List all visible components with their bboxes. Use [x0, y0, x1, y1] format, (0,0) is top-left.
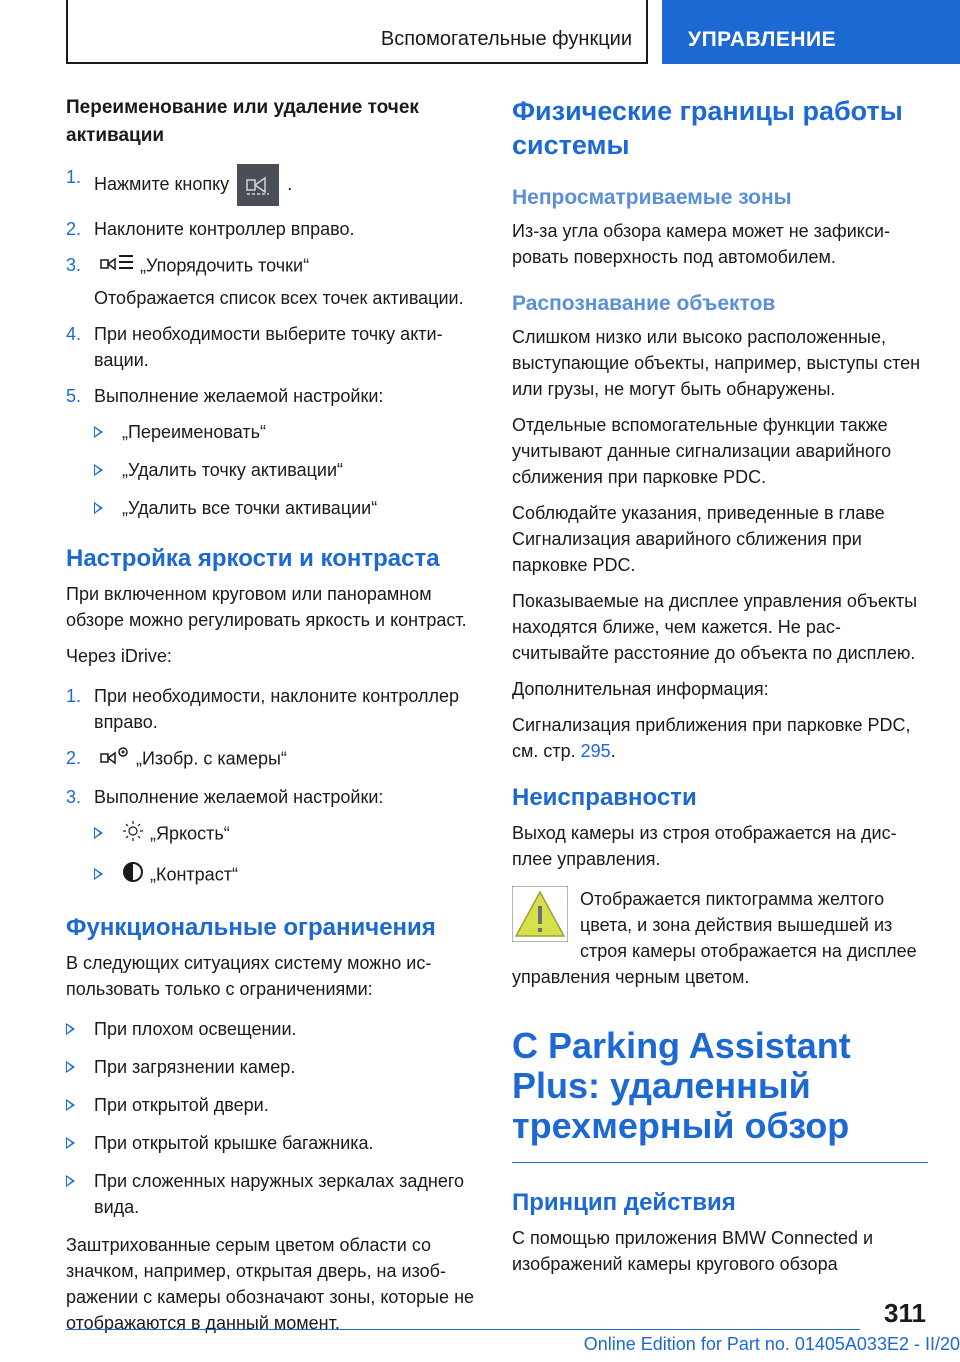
warning-text: Отображается пиктограмма желтого цвета, и зона действия вышедшей из строя камеры отображается на дисплее управления черным цветом. — [512, 889, 917, 987]
list-item: 2. Наклоните контроллер вправо. — [66, 219, 355, 239]
recognition-p1: Слишком низко или высоко расположенные, выступающие объекты, например, выступы стен или грузы, не могут быть обнаружены. — [512, 327, 921, 399]
heading-divider — [512, 1162, 928, 1163]
page-header — [0, 0, 960, 64]
list-item: 2. „Изобр. с камеры“ — [66, 745, 482, 774]
rename-steps — [66, 164, 482, 409]
list-item: 1. При необходимости, наклоните контроллер вправо. — [66, 686, 460, 732]
bullet-triangle-icon — [94, 868, 103, 880]
list-item: „Удалить все точки активации“ — [94, 495, 482, 521]
footer-edition: Online Edition for Part no. 01405A033E2 - II/20 — [583, 1334, 960, 1354]
section-title: Вспомогательные функции — [380, 28, 632, 50]
footer-divider — [66, 1329, 860, 1330]
list-item: 5. Выполнение желаемой настройки: — [66, 386, 384, 406]
recognition-p2: Отдельные вспомогательные функции также учитывают данные сигнализации аварийного сближения при парковке PDC. — [512, 415, 892, 487]
list-item: „Яркость“ — [94, 820, 482, 849]
bullet-triangle-icon — [94, 464, 103, 476]
brightness-steps — [66, 683, 482, 810]
warning-note — [512, 886, 928, 990]
list-item: 3. Выполнение желаемой настройки: — [66, 787, 384, 807]
section-tab — [66, 0, 648, 64]
list-item: 1. Нажмите кнопку . — [66, 164, 482, 206]
camera-settings-icon — [100, 745, 130, 774]
bullet-triangle-icon — [66, 1061, 75, 1073]
chapter-main-heading: С Parking Assistant Plus: удаленный трехмерный обзор — [512, 1025, 851, 1146]
recognition-p4: Показываемые на дисплее управления объекты находятся ближе, чем кажется. Не рассчитывайте расстояние до объекта по дисплею. — [512, 591, 918, 663]
bullet-triangle-icon — [94, 827, 103, 839]
right-column — [512, 94, 928, 1287]
via-idrive: Через iDrive: — [66, 646, 172, 666]
list-item: При открытой двери. — [66, 1092, 482, 1118]
warning-triangle-icon — [512, 886, 568, 942]
bullet-triangle-icon — [94, 426, 103, 438]
blind-zones-text: Из-за угла обзора камера может не зафиксировать поверхность под автомобилем. — [512, 221, 890, 267]
list-item: „Удалить точку активации“ — [94, 457, 482, 483]
left-column — [66, 94, 482, 1346]
limits-intro: В следующих ситуациях систему можно использовать только с ограничениями: — [66, 953, 432, 999]
bullet-triangle-icon — [66, 1175, 75, 1187]
principle-text: С помощью приложения BMW Connected и изображений камеры кругового обзора — [512, 1228, 874, 1274]
page-reference-link[interactable]: 295 — [580, 741, 611, 761]
more-info-label: Дополнительная информация: — [512, 679, 769, 699]
recognition-p3: Соблюдайте указания, приведенные в главе Сигнализация аварийного сближения при парковке PDC. — [512, 503, 885, 575]
physical-limits-heading: Физические границы работы системы — [512, 96, 903, 160]
list-item: „Контраст“ — [94, 861, 482, 890]
list-item: При загрязнении камер. — [66, 1054, 482, 1080]
faults-text: Выход камеры из строя отображается на дисплее управления. — [512, 823, 897, 869]
limits-outro: Заштрихованные серым цветом области со значком, например, открытая дверь, на изображении с камеры обозначают зоны, которые не отображаются в данный момент. — [66, 1235, 475, 1333]
chapter-title: УПРАВЛЕНИЕ — [688, 28, 837, 51]
list-item: При открытой крышке багажника. — [66, 1130, 482, 1156]
limits-heading: Функциональные ограничения — [66, 914, 436, 941]
pdc-reference: Сигнализация приближения при парковке PDC, см. стр. 295. — [512, 715, 911, 761]
rename-heading: Переименование или удаление точек активации — [66, 97, 419, 146]
list-item: 4. При необходимости выберите точку активации. — [66, 324, 443, 370]
bullet-triangle-icon — [66, 1137, 75, 1149]
principle-heading: Принцип действия — [512, 1189, 736, 1216]
list-item: „Переименовать“ — [94, 419, 482, 445]
list-item: 3. „Упорядочить точки“ Отображается список всех точек активации. — [66, 252, 482, 311]
camera-list-icon — [100, 252, 134, 281]
bullet-triangle-icon — [66, 1023, 75, 1035]
faults-heading: Неисправности — [512, 784, 697, 811]
list-item: При сложенных наружных зеркалах заднего вида. — [66, 1168, 482, 1220]
page-number: 311 — [884, 1298, 926, 1328]
list-item: При плохом освещении. — [66, 1016, 482, 1042]
brightness-intro: При включенном круговом или панорамном обзоре можно регулировать яркость и контраст. — [66, 584, 467, 630]
bullet-triangle-icon — [66, 1099, 75, 1111]
activation-points-button-icon — [237, 164, 279, 206]
blind-zones-heading: Непросматриваемые зоны — [512, 186, 792, 209]
brightness-heading: Настройка яркости и контраста — [66, 545, 440, 572]
object-recognition-heading: Распознавание объектов — [512, 292, 776, 315]
contrast-icon — [122, 861, 144, 890]
bullet-triangle-icon — [94, 502, 103, 514]
chapter-tab — [662, 0, 960, 64]
brightness-icon — [122, 820, 144, 849]
